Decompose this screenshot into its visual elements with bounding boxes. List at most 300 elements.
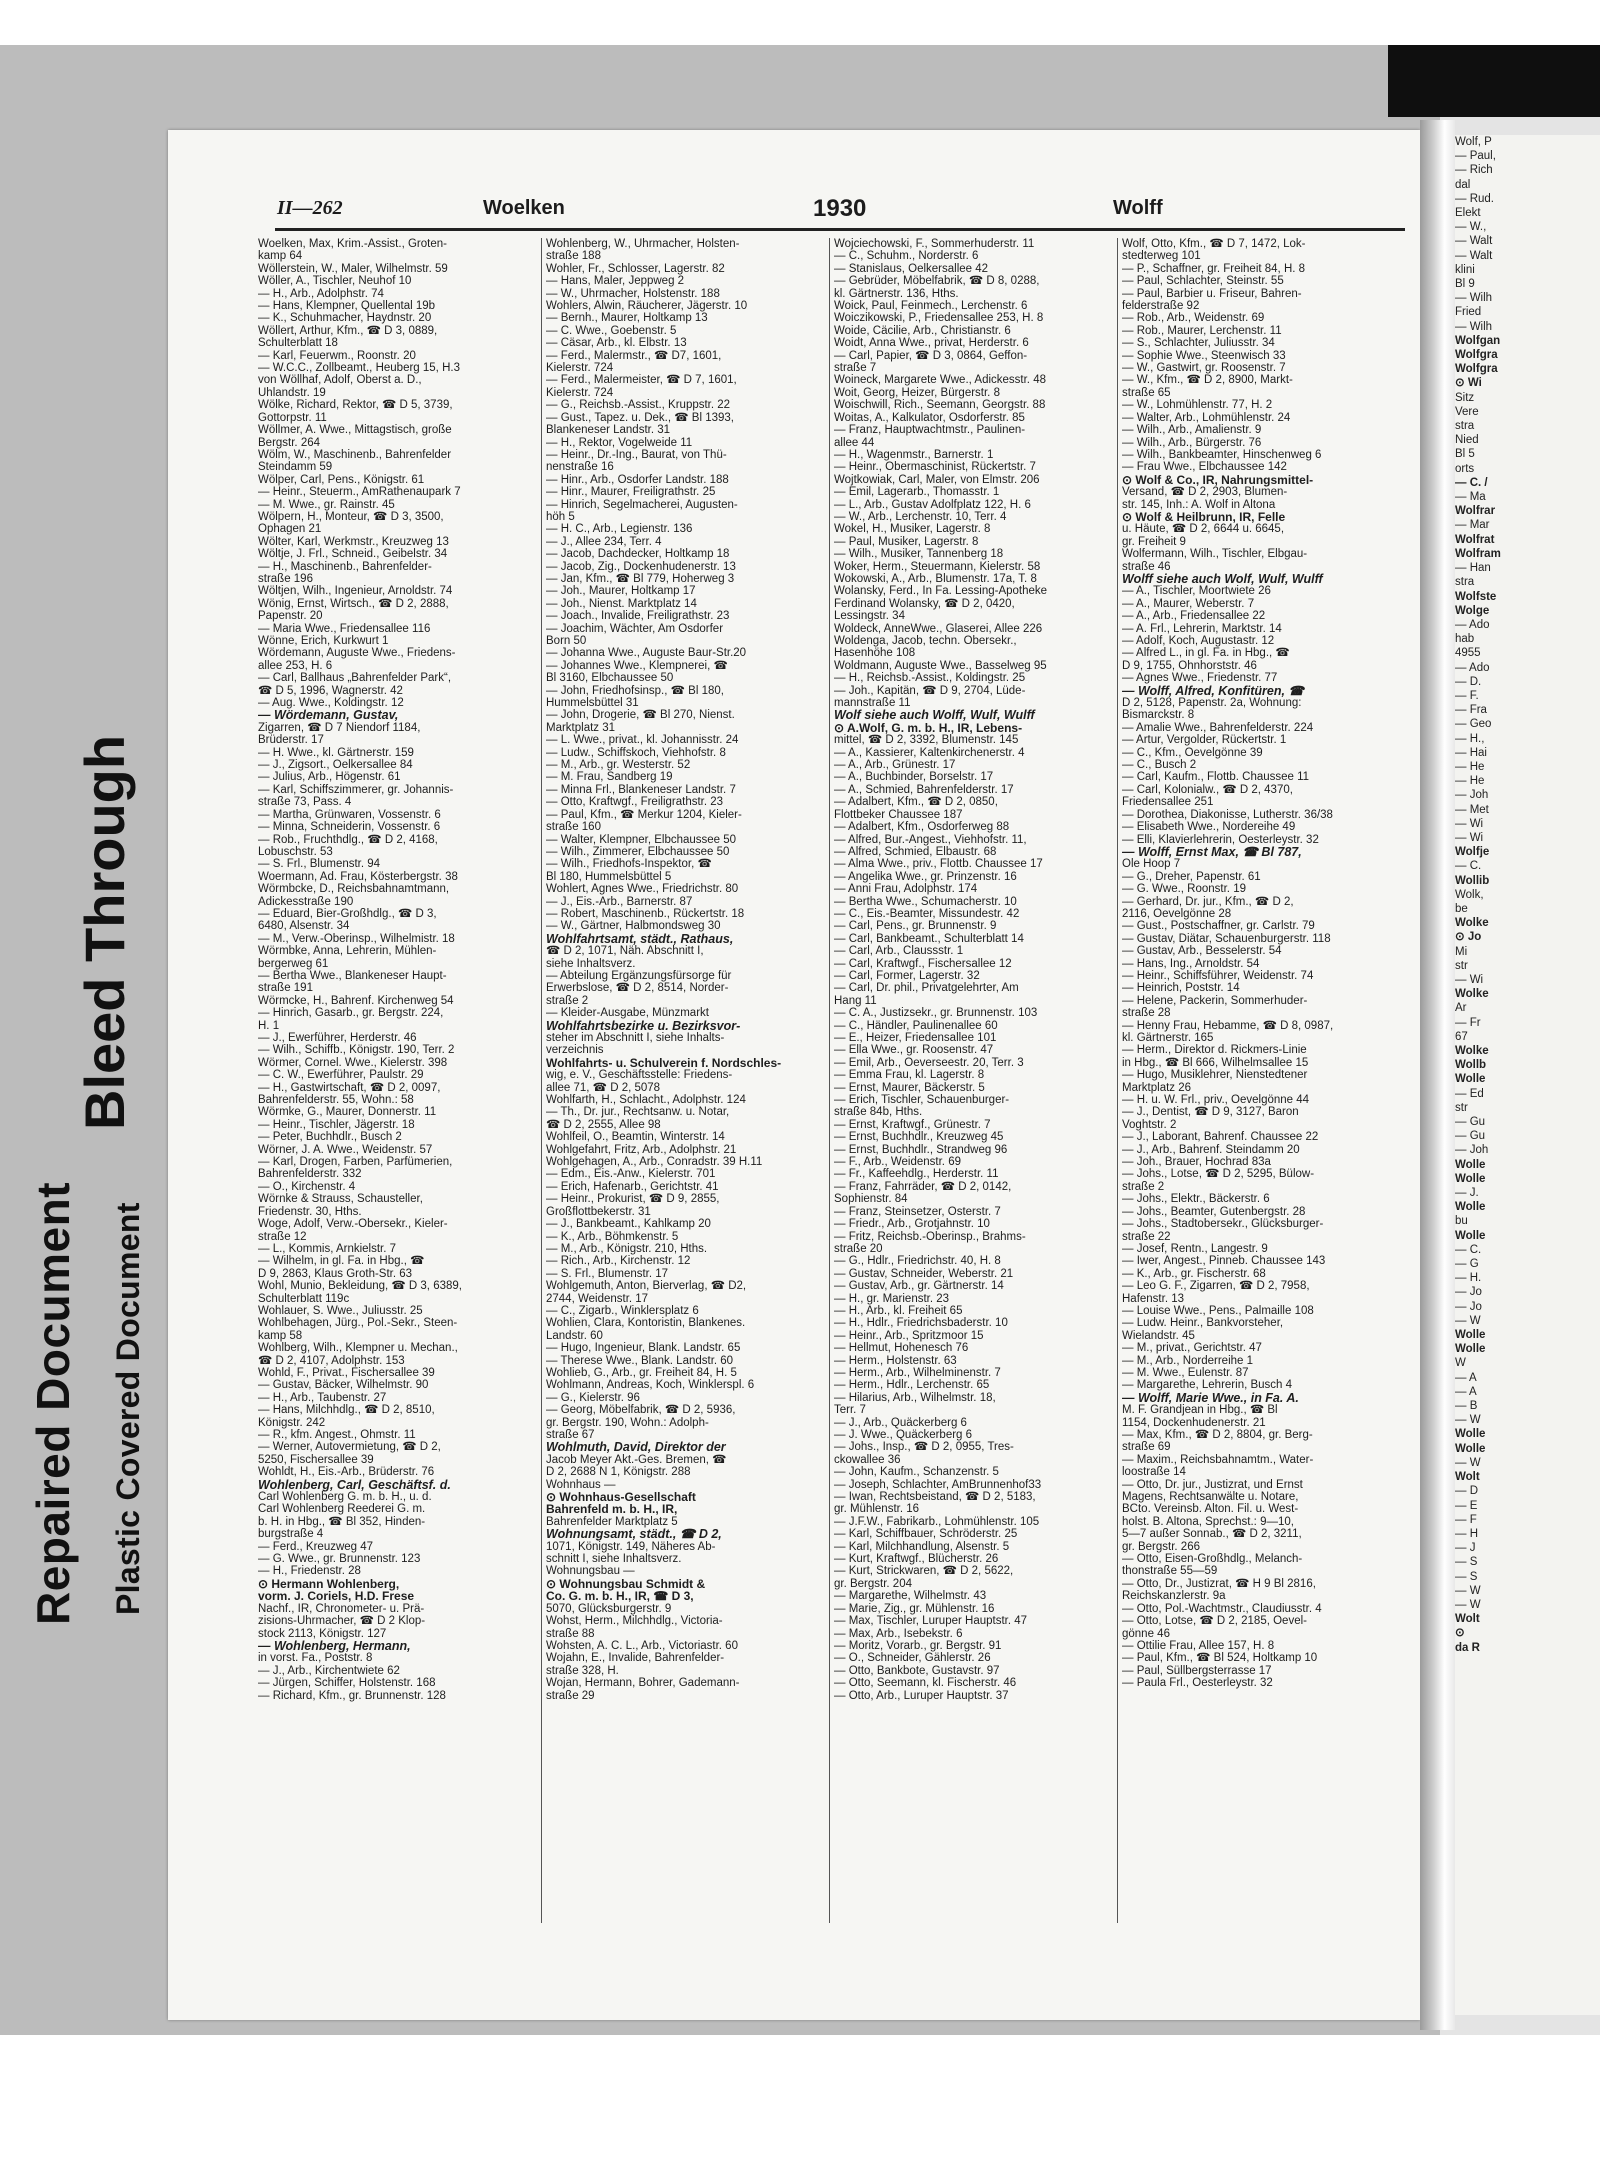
directory-entry-line: — Kleider-Ausgabe, Münzmarkt bbox=[546, 1007, 709, 1020]
directory-entry-line: — A., Arb., Grünestr. 17 bbox=[834, 759, 956, 772]
directory-entry-line: straße 88 bbox=[546, 1627, 595, 1640]
directory-entry-line: — Otto, Pol.-Wachtmstr., Claudiusstr. 4 bbox=[1122, 1602, 1322, 1615]
directory-entry-line: — Karl, Milchhandlung, Alsenstr. 5 bbox=[834, 1540, 1010, 1553]
directory-entry-line: Woitas, A., Kalkulator, Osdorferstr. 85 bbox=[834, 411, 1025, 424]
directory-entry-line: Wohler, Fr., Schlosser, Lagerstr. 82 bbox=[546, 262, 725, 275]
facing-page-line: orts bbox=[1455, 462, 1475, 475]
facing-page-line: — G bbox=[1455, 1258, 1479, 1271]
directory-entry-line: — Gustav, Arb., Besselerstr. 54 bbox=[1122, 945, 1282, 958]
directory-entry-line: Bahrenfelderstr. 332 bbox=[258, 1168, 362, 1181]
directory-entry-line: — Hans, Klempner, Quellental 19b bbox=[258, 300, 436, 313]
directory-entry-line: — Paul, Schlachter, Steinstr. 55 bbox=[1122, 275, 1284, 288]
directory-entry-line: — Hellmut, Hohenesch 76 bbox=[834, 1342, 969, 1355]
directory-entry-line: — S. Frl., Blumenstr. 17 bbox=[546, 1267, 669, 1280]
directory-entry-line: Königstr. 242 bbox=[258, 1416, 326, 1429]
directory-entry-line: — Marie, Zig., gr. Mühlenstr. 16 bbox=[834, 1602, 995, 1615]
directory-entry-line: — Gust., Postschaffner, gr. Carlstr. 79 bbox=[1122, 920, 1315, 933]
directory-entry-line: M. F. Grandjean in Hbg., ☎ Bl bbox=[1122, 1404, 1278, 1417]
directory-entry-line: Wördemann, Auguste Wwe., Friedens- bbox=[258, 647, 456, 660]
last-entry-word: Wolff bbox=[1113, 197, 1163, 219]
directory-entry-line: — Herm., Holstenstr. 63 bbox=[834, 1354, 957, 1367]
facing-page-line: W bbox=[1455, 1357, 1466, 1370]
facing-page-line: Mi bbox=[1455, 945, 1468, 958]
facing-page-line: Wolfste bbox=[1455, 590, 1497, 603]
directory-entry-line: — Herm., Direktor d. Rickmers-Linie bbox=[1122, 1044, 1307, 1057]
page-gutter bbox=[1420, 120, 1455, 2030]
facing-page-line: ⊙ bbox=[1455, 1627, 1465, 1640]
directory-entry-line: — John, Drogerie, ☎ Bl 270, Nienst. bbox=[546, 709, 735, 722]
directory-entry-line: — M. Wwe., Eulenstr. 87 bbox=[1122, 1366, 1249, 1379]
directory-entry-line: Ole Hoop 7 bbox=[1122, 858, 1181, 871]
directory-entry-line: — Heinrich, Poststr. 14 bbox=[1122, 982, 1240, 995]
directory-entry-line: — J., Allee 234, Terr. 4 bbox=[546, 535, 662, 548]
directory-entry-line: — Carl, Former, Lagerstr. 32 bbox=[834, 969, 980, 982]
directory-entry-line: wig, e. V., Geschäftsstelle: Friedens- bbox=[546, 1069, 733, 1082]
directory-entry-line: — Jacob, Zig., Dockenhudenerstr. 13 bbox=[546, 560, 736, 573]
directory-entry-line: Wolff siehe auch Wolf, Wulf, Wulff bbox=[1122, 571, 1323, 586]
directory-entry-line: siehe Inhaltsverz. bbox=[546, 957, 636, 970]
directory-entry-line: — Otto, Arb., Luruper Hauptstr. 37 bbox=[834, 1689, 1009, 1702]
facing-page bbox=[1455, 135, 1600, 2015]
directory-entry-line: Wörner, J. A. Wwe., Weidenstr. 57 bbox=[258, 1143, 433, 1156]
directory-entry-line: — Paul, Barbier u. Friseur, Bahren- bbox=[1122, 287, 1302, 300]
directory-entry-line: — Frau Wwe., Elbchaussee 142 bbox=[1122, 461, 1287, 474]
facing-page-line: Ar bbox=[1455, 1002, 1467, 1015]
directory-entry-line: — J., Arb., Bahrenf. Steindamm 20 bbox=[1122, 1143, 1300, 1156]
directory-entry-line: straße 188 bbox=[546, 250, 601, 263]
directory-entry-line: — Franz, Hauptwachtmstr., Paulinen- bbox=[834, 424, 1026, 437]
directory-entry-line: ⊙ Wolf & Heilbrunn, IR, Felle bbox=[1122, 509, 1286, 524]
directory-entry-line: Voghtstr. 2 bbox=[1122, 1118, 1177, 1131]
directory-entry-line: — H., Rektor, Vogelweide 11 bbox=[546, 436, 693, 449]
directory-entry-line: Wölpern, H., Monteur, ☎ D 3, 3500, bbox=[258, 510, 444, 523]
facing-page-line: Wolle bbox=[1455, 1172, 1486, 1185]
directory-entry-line: Bl 180, Hummelsbüttel 5 bbox=[546, 870, 672, 883]
directory-entry-line: mittel, ☎ D 2, 3392, Blumenstr. 145 bbox=[834, 734, 1019, 747]
directory-entry-line: — Wilh., Musiker, Tannenberg 18 bbox=[834, 548, 1004, 561]
directory-entry-line: ⊙ Wohnungsbau Schmidt & bbox=[546, 1576, 706, 1591]
directory-entry-line: — J.F.W., Fabrikarb., Lohmühlenstr. 105 bbox=[834, 1515, 1040, 1528]
directory-entry-line: Wohlfahrtsamt, städt., Rathaus, bbox=[546, 931, 734, 946]
directory-entry-line: — Iwer, Angest., Pinneb. Chaussee 143 bbox=[1122, 1255, 1326, 1268]
facing-page-line: str bbox=[1455, 959, 1468, 972]
facing-page-line: — E bbox=[1455, 1499, 1478, 1512]
directory-entry-line: Erwerbslose, ☎ D 2, 8514, Norder- bbox=[546, 982, 729, 995]
directory-entry-line: — H., Reichsb.-Assist., Koldingstr. 25 bbox=[834, 672, 1026, 685]
facing-page-line: Wolfgra bbox=[1455, 363, 1498, 376]
column-4 bbox=[1122, 238, 1400, 1923]
directory-entry-line: — S. Frl., Blumenstr. 94 bbox=[258, 858, 381, 871]
directory-entry-line: — Minna, Schneiderin, Vossenstr. 6 bbox=[258, 821, 441, 834]
directory-entry-line: straße 29 bbox=[546, 1689, 595, 1702]
directory-entry-line: Woldeck, AnneWwe., Glaserei, Allee 226 bbox=[834, 622, 1043, 635]
directory-entry-line: — Moritz, Vorarb., gr. Bergstr. 91 bbox=[834, 1639, 1002, 1652]
directory-entry-line: — W., Arb., Lerchenstr. 10, Terr. 4 bbox=[834, 510, 1007, 523]
directory-entry-line: Woick, Paul, Feinmech., Lerchenstr. 6 bbox=[834, 300, 1028, 313]
page-header bbox=[275, 195, 1405, 225]
facing-page-line: — He bbox=[1455, 760, 1485, 773]
directory-entry-line: ⊙ Wohnhaus-Gesellschaft bbox=[546, 1490, 696, 1505]
directory-entry-line: gr. Freiheit 9 bbox=[1122, 535, 1186, 548]
directory-entry-line: — Ella Wwe., gr. Roosenstr. 47 bbox=[834, 1044, 994, 1057]
directory-entry-line: — Josef, Rentn., Langestr. 9 bbox=[1122, 1242, 1268, 1255]
directory-entry-line: Wohlauer, S. Wwe., Juliusstr. 25 bbox=[258, 1304, 423, 1317]
directory-entry-line: Kielerstr. 724 bbox=[546, 386, 614, 399]
directory-entry-line: — Eduard, Bier-Großhdlg., ☎ D 3, bbox=[258, 907, 437, 920]
facing-page-line: Wollb bbox=[1455, 1059, 1487, 1072]
directory-entry-line: 5250, Fischersallee 39 bbox=[258, 1453, 374, 1466]
facing-page-line: — Joh bbox=[1455, 789, 1489, 802]
directory-entry-line: — Joachim, Wächter, Am Osdorfer bbox=[546, 622, 724, 635]
directory-entry-line: gr. Bergstr. 204 bbox=[834, 1577, 912, 1590]
directory-entry-line: — Gustav, Diätar, Schauenburgerstr. 118 bbox=[1122, 932, 1331, 945]
facing-page-line: Wolke bbox=[1455, 1045, 1489, 1057]
facing-page-line: — C. bbox=[1455, 1243, 1482, 1256]
directory-entry-line: straße 12 bbox=[258, 1230, 307, 1243]
directory-entry-line: nenstraße 16 bbox=[546, 461, 614, 474]
directory-entry-line: — Erich, Hafenarb., Gerichtstr. 41 bbox=[546, 1180, 719, 1193]
directory-entry-line: — C., Zigarb., Winklersplatz 6 bbox=[546, 1304, 699, 1317]
directory-entry-line: — Ottilie Frau, Allee 157, H. 8 bbox=[1122, 1639, 1275, 1652]
directory-entry-line: — O., Kirchenstr. 4 bbox=[258, 1180, 356, 1193]
directory-entry-line: — Heinr., Steuerm., AmRathenaupark 7 bbox=[258, 486, 461, 499]
directory-entry-line: Wölke, Richard, Rektor, ☎ D 5, 3739, bbox=[258, 399, 453, 412]
directory-entry-line: Woide, Cäcilie, Arb., Christianstr. 6 bbox=[834, 324, 1011, 337]
facing-page-line: — Walt bbox=[1455, 235, 1493, 248]
facing-page-line: — W., bbox=[1455, 221, 1487, 234]
directory-entry-line: — Hugo, Musiklehrer, Nienstedtener bbox=[1122, 1069, 1308, 1082]
directory-entry-line: — Max, Tischler, Luruper Hauptstr. 47 bbox=[834, 1615, 1028, 1628]
directory-entry-line: — F., Arb., Weidenstr. 69 bbox=[834, 1156, 961, 1169]
directory-entry-line: Woge, Adolf, Verw.-Obersekr., Kieler- bbox=[258, 1218, 448, 1231]
directory-entry-line: — Ferd., Kreuzweg 47 bbox=[258, 1540, 374, 1553]
directory-entry-line: — J., Zigsort., Oelkersallee 84 bbox=[258, 759, 413, 772]
directory-entry-line: — H., Wagenmstr., Barnerstr. 1 bbox=[834, 448, 994, 461]
directory-entry-line: Ferdinand Wolansky, ☎ D 2, 0420, bbox=[834, 597, 1015, 610]
directory-entry-line: ☎ D 2, 4107, Adolphstr. 153 bbox=[258, 1354, 405, 1367]
directory-entry-line: — Helene, Packerin, Sommerhuder- bbox=[1122, 994, 1308, 1007]
directory-entry-line: H. 1 bbox=[258, 1019, 280, 1032]
directory-entry-line: — Th., Dr. jur., Rechtsanw. u. Notar, bbox=[546, 1106, 730, 1119]
directory-entry-line: D 2, 2688 N 1, Königstr. 288 bbox=[546, 1466, 691, 1479]
directory-entry-line: — Johanna Wwe., Auguste Baur-Str.20 bbox=[546, 647, 747, 660]
facing-page-line: — W bbox=[1455, 1584, 1481, 1597]
directory-entry-line: höh 5 bbox=[546, 510, 575, 523]
directory-entry-line: — Elli, Klavierlehrerin, Oesterleystr. 32 bbox=[1122, 833, 1319, 846]
facing-page-line: — Rud. bbox=[1455, 192, 1494, 205]
facing-page-line: Wolke bbox=[1455, 917, 1489, 930]
directory-entry-line: b. H. in Hbg., ☎ Bl 352, Hinden- bbox=[258, 1515, 426, 1528]
directory-entry-line: straße 65 bbox=[1122, 386, 1171, 399]
directory-entry-line: Wohnhaus — bbox=[546, 1478, 616, 1491]
directory-entry-line: — Otto, Lotse, ☎ D 2, 2185, Oevel- bbox=[1122, 1615, 1307, 1628]
facing-page-line: stra bbox=[1455, 420, 1475, 433]
directory-entry-line: — Richard, Kfm., gr. Brunnenstr. 128 bbox=[258, 1689, 446, 1702]
directory-entry-line: — Walter, Arb., Lohmühlenstr. 24 bbox=[1122, 411, 1291, 424]
directory-entry-line: — H., Arb., Adolphstr. 74 bbox=[258, 287, 384, 300]
directory-entry-line: — Joh., Maurer, Holtkamp 17 bbox=[546, 585, 696, 598]
repaired-document-label: Repaired Document bbox=[27, 1181, 79, 1625]
facing-page-line: da R bbox=[1455, 1641, 1480, 1654]
directory-entry-line: — Heinr., Prokurist, ☎ D 9, 2855, bbox=[546, 1193, 720, 1206]
directory-entry-line: — Hinr., Maurer, Freiligrathstr. 25 bbox=[546, 486, 716, 499]
directory-entry-line: — Minna Frl., Blankeneser Landstr. 7 bbox=[546, 783, 736, 796]
directory-entry-line: — Karl, Schiffbauer, Schröderstr. 25 bbox=[834, 1528, 1018, 1541]
directory-entry-line: Wölm, W., Maschinenb., Bahrenfelder bbox=[258, 448, 452, 461]
facing-page-line: Elekt bbox=[1455, 207, 1481, 220]
directory-entry-line: — Alma Wwe., priv., Flottb. Chaussee 17 bbox=[834, 858, 1043, 871]
directory-entry-line: straße 22 bbox=[1122, 1230, 1171, 1243]
directory-entry-line: — Carl, Kolonialw., ☎ D 2, 4370, bbox=[1122, 783, 1293, 796]
directory-entry-line: — C. A., Justizsekr., gr. Brunnenstr. 103 bbox=[834, 1007, 1038, 1020]
directory-entry-line: Wohlenberg, W., Uhrmacher, Holsten- bbox=[546, 238, 740, 250]
directory-entry-line: — Edm., Eis.-Anw., Kielerstr. 701 bbox=[546, 1168, 716, 1181]
directory-entry-line: — M. Wwe., gr. Rainstr. 45 bbox=[258, 498, 395, 511]
facing-page-line: — Wi bbox=[1455, 831, 1484, 844]
directory-entry-line: — Herm., Arb., Wilhelminenstr. 7 bbox=[834, 1366, 1001, 1379]
directory-entry-line: — H. u. W. Frl., priv., Oevelgönne 44 bbox=[1122, 1094, 1310, 1107]
directory-entry-line: — Wilh., Zimmerer, Elbchaussee 50 bbox=[546, 845, 730, 858]
directory-entry-line: — Alfred, Bur.-Angest., Viehhofstr. 11, bbox=[834, 833, 1027, 846]
directory-entry-line: allee 44 bbox=[834, 436, 875, 449]
directory-entry-line: Blankeneser Landstr. 31 bbox=[546, 424, 671, 437]
directory-entry-line: Woineck, Margarete Wwe., Adickesstr. 48 bbox=[834, 374, 1046, 387]
directory-entry-line: — J., Laborant, Bahrenf. Chaussee 22 bbox=[1122, 1131, 1319, 1144]
directory-entry-line: — Walter, Klempner, Elbchaussee 50 bbox=[546, 833, 737, 846]
facing-page-line: — Met bbox=[1455, 803, 1489, 816]
column-2 bbox=[546, 238, 824, 1923]
directory-entry-line: straße 191 bbox=[258, 982, 313, 995]
directory-entry-line: — J., Ewerführer, Herderstr. 46 bbox=[258, 1032, 417, 1044]
facing-page-line: — H., bbox=[1455, 732, 1485, 745]
directory-entry-line: — Joach., Invalide, Freiligrathstr. 23 bbox=[546, 610, 730, 623]
facing-page-line: — W bbox=[1455, 1598, 1481, 1611]
facing-page-line: — Ado bbox=[1455, 661, 1490, 674]
bleed-through-label: Bleed Through bbox=[73, 734, 136, 1130]
facing-page-line: — Mar bbox=[1455, 519, 1490, 532]
directory-entry-line: Woischwill, Rich., Seemann, Georgstr. 88 bbox=[834, 399, 1046, 412]
directory-entry-line: — G. Wwe., Roonstr. 19 bbox=[1122, 883, 1246, 896]
directory-entry-line: — S., Schlachter, Juliusstr. 34 bbox=[1122, 337, 1275, 350]
facing-page-line: Wolle bbox=[1455, 1073, 1486, 1086]
facing-page-line: Fried bbox=[1455, 306, 1482, 319]
directory-entry-line: — Paula Frl., Oesterleystr. 32 bbox=[1122, 1677, 1273, 1690]
directory-entry-line: — Alfred L., in gl. Fa. in Hbg., ☎ bbox=[1122, 647, 1290, 660]
directory-entry-line: — Hinrich, Segelmacherei, Augusten- bbox=[546, 498, 738, 511]
scanner-border bbox=[1388, 45, 1600, 117]
directory-entry-line: gr. Mühlenstr. 16 bbox=[834, 1503, 920, 1516]
directory-entry-line: kl. Gärtnerstr. 136, Hths. bbox=[834, 287, 959, 300]
directory-entry-line: Wohlfahrts- u. Schulverein f. Nordschles- bbox=[546, 1055, 782, 1070]
directory-entry-line: — Joh., Brauer, Hochrad 83a bbox=[1122, 1156, 1271, 1169]
directory-entry-line: — Karl, Feuerwm., Roonstr. 20 bbox=[258, 349, 416, 362]
directory-entry-line: — Ernst, Buchhdlr., Strandweg 96 bbox=[834, 1143, 1008, 1156]
directory-entry-line: Wojtkowiak, Carl, Maler, von Elmstr. 206 bbox=[834, 473, 1040, 486]
directory-entry-line: — C. Wwe., Goebenstr. 5 bbox=[546, 324, 677, 337]
directory-entry-line: — Otto, Dr. jur., Justizrat, und Ernst bbox=[1122, 1478, 1303, 1491]
directory-entry-line: — Abteilung Ergänzungsfürsorge für bbox=[546, 969, 732, 982]
directory-entry-line: — Hilarius, Arb., Wilhelmstr. 18, bbox=[834, 1391, 996, 1404]
directory-entry-line: — Otto, Eisen-Großhdlg., Melanch- bbox=[1122, 1553, 1303, 1566]
directory-entry-line: Wohnungsamt, städt., ☎ D 2, bbox=[546, 1527, 722, 1542]
directory-entry-line: ckowallee 36 bbox=[834, 1453, 901, 1466]
directory-entry-line: — H., Arb., kl. Freiheit 65 bbox=[834, 1304, 963, 1317]
directory-entry-line: — Bertha Wwe., Blankeneser Haupt- bbox=[258, 969, 447, 982]
directory-entry-line: Versand, ☎ D 2, 2903, Blumen- bbox=[1122, 486, 1288, 499]
directory-entry-line: Wönne, Erich, Kurkwurt 1 bbox=[258, 635, 389, 647]
facing-page-line: — W bbox=[1455, 1456, 1481, 1469]
directory-entry-line: — Joh., Kapitän, ☎ D 9, 2704, Lüde- bbox=[834, 684, 1026, 697]
facing-page-line: ⊙ Wi bbox=[1455, 377, 1482, 390]
directory-entry-line: — Wördemann, Gustav, bbox=[258, 708, 399, 723]
directory-entry-line: — Bertha Wwe., Schumacherstr. 10 bbox=[834, 895, 1017, 908]
directory-entry-line: Friedenstr. 30, Hths. bbox=[258, 1205, 362, 1218]
directory-entry-line: Wohlieb, G., Arb., gr. Freiheit 84, H. 5 bbox=[546, 1366, 737, 1379]
directory-entry-line: kamp 58 bbox=[258, 1329, 303, 1342]
directory-entry-line: — Adalbert, Kfm., Osdorferweg 88 bbox=[834, 821, 1010, 834]
directory-entry-line: Woidt, Anna Wwe., privat, Herderstr. 6 bbox=[834, 337, 1029, 350]
directory-entry-line: — Wilh., Friedhofs-Inspektor, ☎ bbox=[546, 858, 712, 871]
directory-entry-line: — Dorothea, Diakonisse, Lutherstr. 36/38 bbox=[1122, 808, 1333, 821]
directory-entry-line: Wokel, H., Musiker, Lagerstr. 8 bbox=[834, 523, 991, 536]
directory-entry-line: ⊙ A.Wolf, G. m. b. H., IR, Lebens- bbox=[834, 720, 1023, 735]
directory-entry-line: — Hans, Ing., Arnoldstr. 54 bbox=[1122, 957, 1260, 970]
directory-entry-line: — Hinrich, Gasarb., gr. Bergstr. 224, bbox=[258, 1007, 444, 1020]
directory-entry-line: — Wilh., Arb., Bürgerstr. 76 bbox=[1122, 436, 1262, 449]
directory-entry-line: — Ludw., Schiffskoch, Viehhofstr. 8 bbox=[546, 746, 726, 759]
directory-entry-line: Terr. 7 bbox=[834, 1404, 866, 1417]
facing-page-line: — Jo bbox=[1455, 1300, 1482, 1313]
facing-page-line: dal bbox=[1455, 178, 1471, 191]
facing-page-line: — D. bbox=[1455, 675, 1482, 688]
directory-entry-line: — Gustav, Arb., gr. Gärtnerstr. 14 bbox=[834, 1280, 1004, 1293]
directory-entry-line: — Paul, Süllbergsterrasse 17 bbox=[1122, 1664, 1272, 1677]
facing-page-line: Sitz bbox=[1455, 391, 1475, 404]
directory-entry-line: Wöllerstein, W., Maler, Wilhelmstr. 59 bbox=[258, 262, 448, 275]
directory-entry-line: Marktplatz 26 bbox=[1122, 1081, 1192, 1094]
facing-page-line: Bl 5 bbox=[1455, 448, 1475, 461]
facing-page-line: Wolfrat bbox=[1455, 533, 1495, 546]
directory-entry-line: — K., Schuhmacher, Haydnstr. 20 bbox=[258, 312, 432, 325]
facing-page-line: — S bbox=[1455, 1570, 1478, 1583]
directory-entry-line: — J., Eis.-Arb., Barnerstr. 87 bbox=[546, 895, 693, 908]
directory-entry-line: — Heinr., Schiffsführer, Weidenstr. 74 bbox=[1122, 969, 1314, 982]
facing-page-line: klini bbox=[1455, 263, 1475, 276]
directory-entry-line: Wölper, Carl, Pens., Königstr. 61 bbox=[258, 473, 425, 486]
directory-entry-line: thonstraße 55—59 bbox=[1122, 1565, 1218, 1578]
facing-page-line: — Ed bbox=[1455, 1087, 1484, 1100]
directory-entry-line: allee 71, ☎ D 2, 5078 bbox=[546, 1081, 661, 1094]
directory-entry-line: Wohlmuth, David, Direktor der bbox=[546, 1440, 726, 1455]
facing-page-line: hab bbox=[1455, 633, 1475, 646]
directory-entry-line: str. 145, Inh.: A. Wolf in Altona bbox=[1122, 498, 1276, 511]
directory-entry-line: Wohl, Munio, Bekleidung, ☎ D 3, 6389, bbox=[258, 1280, 462, 1293]
directory-entry-line: — Carl, Arb., Claussstr. 1 bbox=[834, 945, 964, 958]
directory-entry-line: — Margarethe, Lehrerin, Busch 4 bbox=[1122, 1379, 1293, 1392]
directory-entry-line: straße 196 bbox=[258, 572, 313, 585]
directory-entry-line: — M., Arb., Norderreihe 1 bbox=[1122, 1354, 1254, 1367]
directory-entry-line: — John, Kaufm., Schanzenstr. 5 bbox=[834, 1466, 999, 1479]
directory-entry-line: Wölter, Karl, Werkmstr., Kreuzweg 13 bbox=[258, 535, 449, 548]
facing-page-line: Wolk, bbox=[1455, 888, 1484, 901]
facing-page-line: — Ma bbox=[1455, 491, 1486, 504]
directory-entry-line: — Paul, Kfm., ☎ Bl 524, Holtkamp 10 bbox=[1122, 1652, 1318, 1665]
directory-entry-line: Wöllert, Arthur, Kfm., ☎ D 3, 0889, bbox=[258, 324, 438, 337]
directory-entry-line: — J., Arb., Quäckerberg 6 bbox=[834, 1416, 967, 1429]
directory-entry-line: Wohlgemuth, Anton, Bierverlag, ☎ D2, bbox=[546, 1280, 747, 1293]
directory-entry-line: Friedensallee 251 bbox=[1122, 796, 1214, 809]
facing-page-line: Wolfje bbox=[1455, 846, 1490, 859]
directory-entry-line: Reichskanzlerstr. 9a bbox=[1122, 1590, 1226, 1603]
directory-entry-line: — G., Dreher, Papenstr. 61 bbox=[1122, 870, 1261, 883]
directory-entry-line: Wohlgehagen, A., Arb., Conradstr. 39 H.11 bbox=[546, 1156, 763, 1169]
directory-entry-line: — Carl, Ballhaus „Bahrenfelder Park“, bbox=[258, 672, 452, 685]
directory-entry-line: — A., Arb., Friedensallee 22 bbox=[1122, 610, 1266, 623]
directory-entry-line: Wohlert, Agnes Wwe., Friedrichstr. 80 bbox=[546, 883, 739, 896]
directory-entry-line: — Emil, Lagerarb., Thomasstr. 1 bbox=[834, 486, 1000, 499]
facing-page-line: be bbox=[1455, 902, 1468, 915]
facing-page-line: stra bbox=[1455, 576, 1475, 589]
directory-entry-line: ☎ D 2, 1071, Näh. Abschnitt I, bbox=[546, 945, 704, 958]
directory-entry-line: — E., Heizer, Friedensallee 101 bbox=[834, 1032, 997, 1044]
directory-entry-line: Wörmer, Cornel. Wwe., Kielerstr. 398 bbox=[258, 1056, 448, 1069]
directory-entry-line: — Franz, Steinsetzer, Osterstr. 7 bbox=[834, 1205, 1001, 1218]
directory-entry-line: — Carl, Bankbeamt., Schulterblatt 14 bbox=[834, 932, 1024, 945]
directory-entry-line: Hang 11 bbox=[834, 994, 877, 1007]
directory-entry-line: Wohlfeil, O., Beamtin, Winterstr. 14 bbox=[546, 1131, 725, 1144]
bottom-margin bbox=[0, 2035, 1600, 2177]
directory-entry-line: — Hugo, Ingenieur, Blank. Landstr. 65 bbox=[546, 1342, 741, 1355]
directory-entry-line: Wohlmann, Andreas, Koch, Winklerspl. 6 bbox=[546, 1379, 755, 1392]
facing-page-line: — He bbox=[1455, 775, 1485, 788]
directory-entry-line: — Peter, Buchhdlr., Busch 2 bbox=[258, 1131, 402, 1144]
directory-entry-line: — Heinr., Obermaschinist, Rückertstr. 7 bbox=[834, 461, 1036, 474]
directory-entry-line: — H., Gastwirtschaft, ☎ D 2, 0097, bbox=[258, 1081, 441, 1094]
facing-page-line: Wolfgan bbox=[1455, 334, 1501, 347]
directory-entry-line: — Kurt, Strickwaren, ☎ D 2, 5622, bbox=[834, 1565, 1014, 1578]
directory-entry-line: — H., Hdlr., Friedrichsbaderstr. 10 bbox=[834, 1317, 1008, 1330]
directory-entry-line: — Otto, Seemann, kl. Fischerstr. 46 bbox=[834, 1677, 1017, 1690]
directory-entry-line: Schulterblatt 18 bbox=[258, 337, 338, 350]
directory-entry-line: Wohnungsbau — bbox=[546, 1565, 635, 1578]
facing-page-line: — W bbox=[1455, 1314, 1481, 1327]
directory-entry-line: — A., Kassierer, Kaltenkirchenerstr. 4 bbox=[834, 746, 1025, 759]
directory-entry-line: — Jürgen, Schiffer, Holstenstr. 168 bbox=[258, 1677, 436, 1690]
facing-page-line: — F bbox=[1455, 1513, 1477, 1526]
header-rule bbox=[275, 228, 1405, 231]
directory-entry-line: — Carl, Kraftwgf., Fischersallee 12 bbox=[834, 957, 1012, 970]
directory-entry-line: — Wohlenberg, Hermann, bbox=[258, 1638, 411, 1653]
page-number: II—262 bbox=[277, 197, 343, 219]
facing-page-line: Wolle bbox=[1455, 1229, 1486, 1242]
directory-entry-line: steher im Abschnitt I, siehe Inhalts- bbox=[546, 1032, 725, 1044]
directory-entry-line: Kielerstr. 724 bbox=[546, 362, 614, 375]
directory-entry-line: Bahrenfelder Marktplatz 5 bbox=[546, 1515, 678, 1528]
directory-entry-line: — Iwan, Rechtsbeistand, ☎ D 2, 5183, bbox=[834, 1491, 1036, 1504]
directory-entry-line: — Max, Kfm., ☎ D 2, 8804, gr. Berg- bbox=[1122, 1429, 1313, 1441]
directory-entry-line: 5—7 außer Sonnab., ☎ D 2, 3211, bbox=[1122, 1528, 1302, 1541]
directory-entry-line: — Maria Wwe., Friedensallee 116 bbox=[258, 622, 431, 635]
facing-page-line: — C. / bbox=[1455, 476, 1488, 489]
directory-entry-line: Bergstr. 264 bbox=[258, 436, 321, 449]
directory-entry-line: Wörmke, G., Maurer, Donnerstr. 11 bbox=[258, 1106, 437, 1119]
directory-entry-line: Wolf siehe auch Wolff, Wulf, Wulff bbox=[834, 708, 1035, 723]
directory-entry-line: — Johs., Insp., ☎ D 2, 0955, Tres- bbox=[834, 1441, 1014, 1454]
directory-entry-line: — Therese Wwe., Blank. Landstr. 60 bbox=[546, 1354, 734, 1367]
directory-entry-line: — Wolff, Alfred, Konfitüren, ☎ bbox=[1122, 683, 1304, 698]
directory-entry-line: — Johannes Wwe., Klempnerei, ☎ bbox=[546, 659, 728, 672]
directory-entry-line: — W.C.C., Zollbeamt., Heuberg 15, H.3 bbox=[258, 362, 460, 375]
